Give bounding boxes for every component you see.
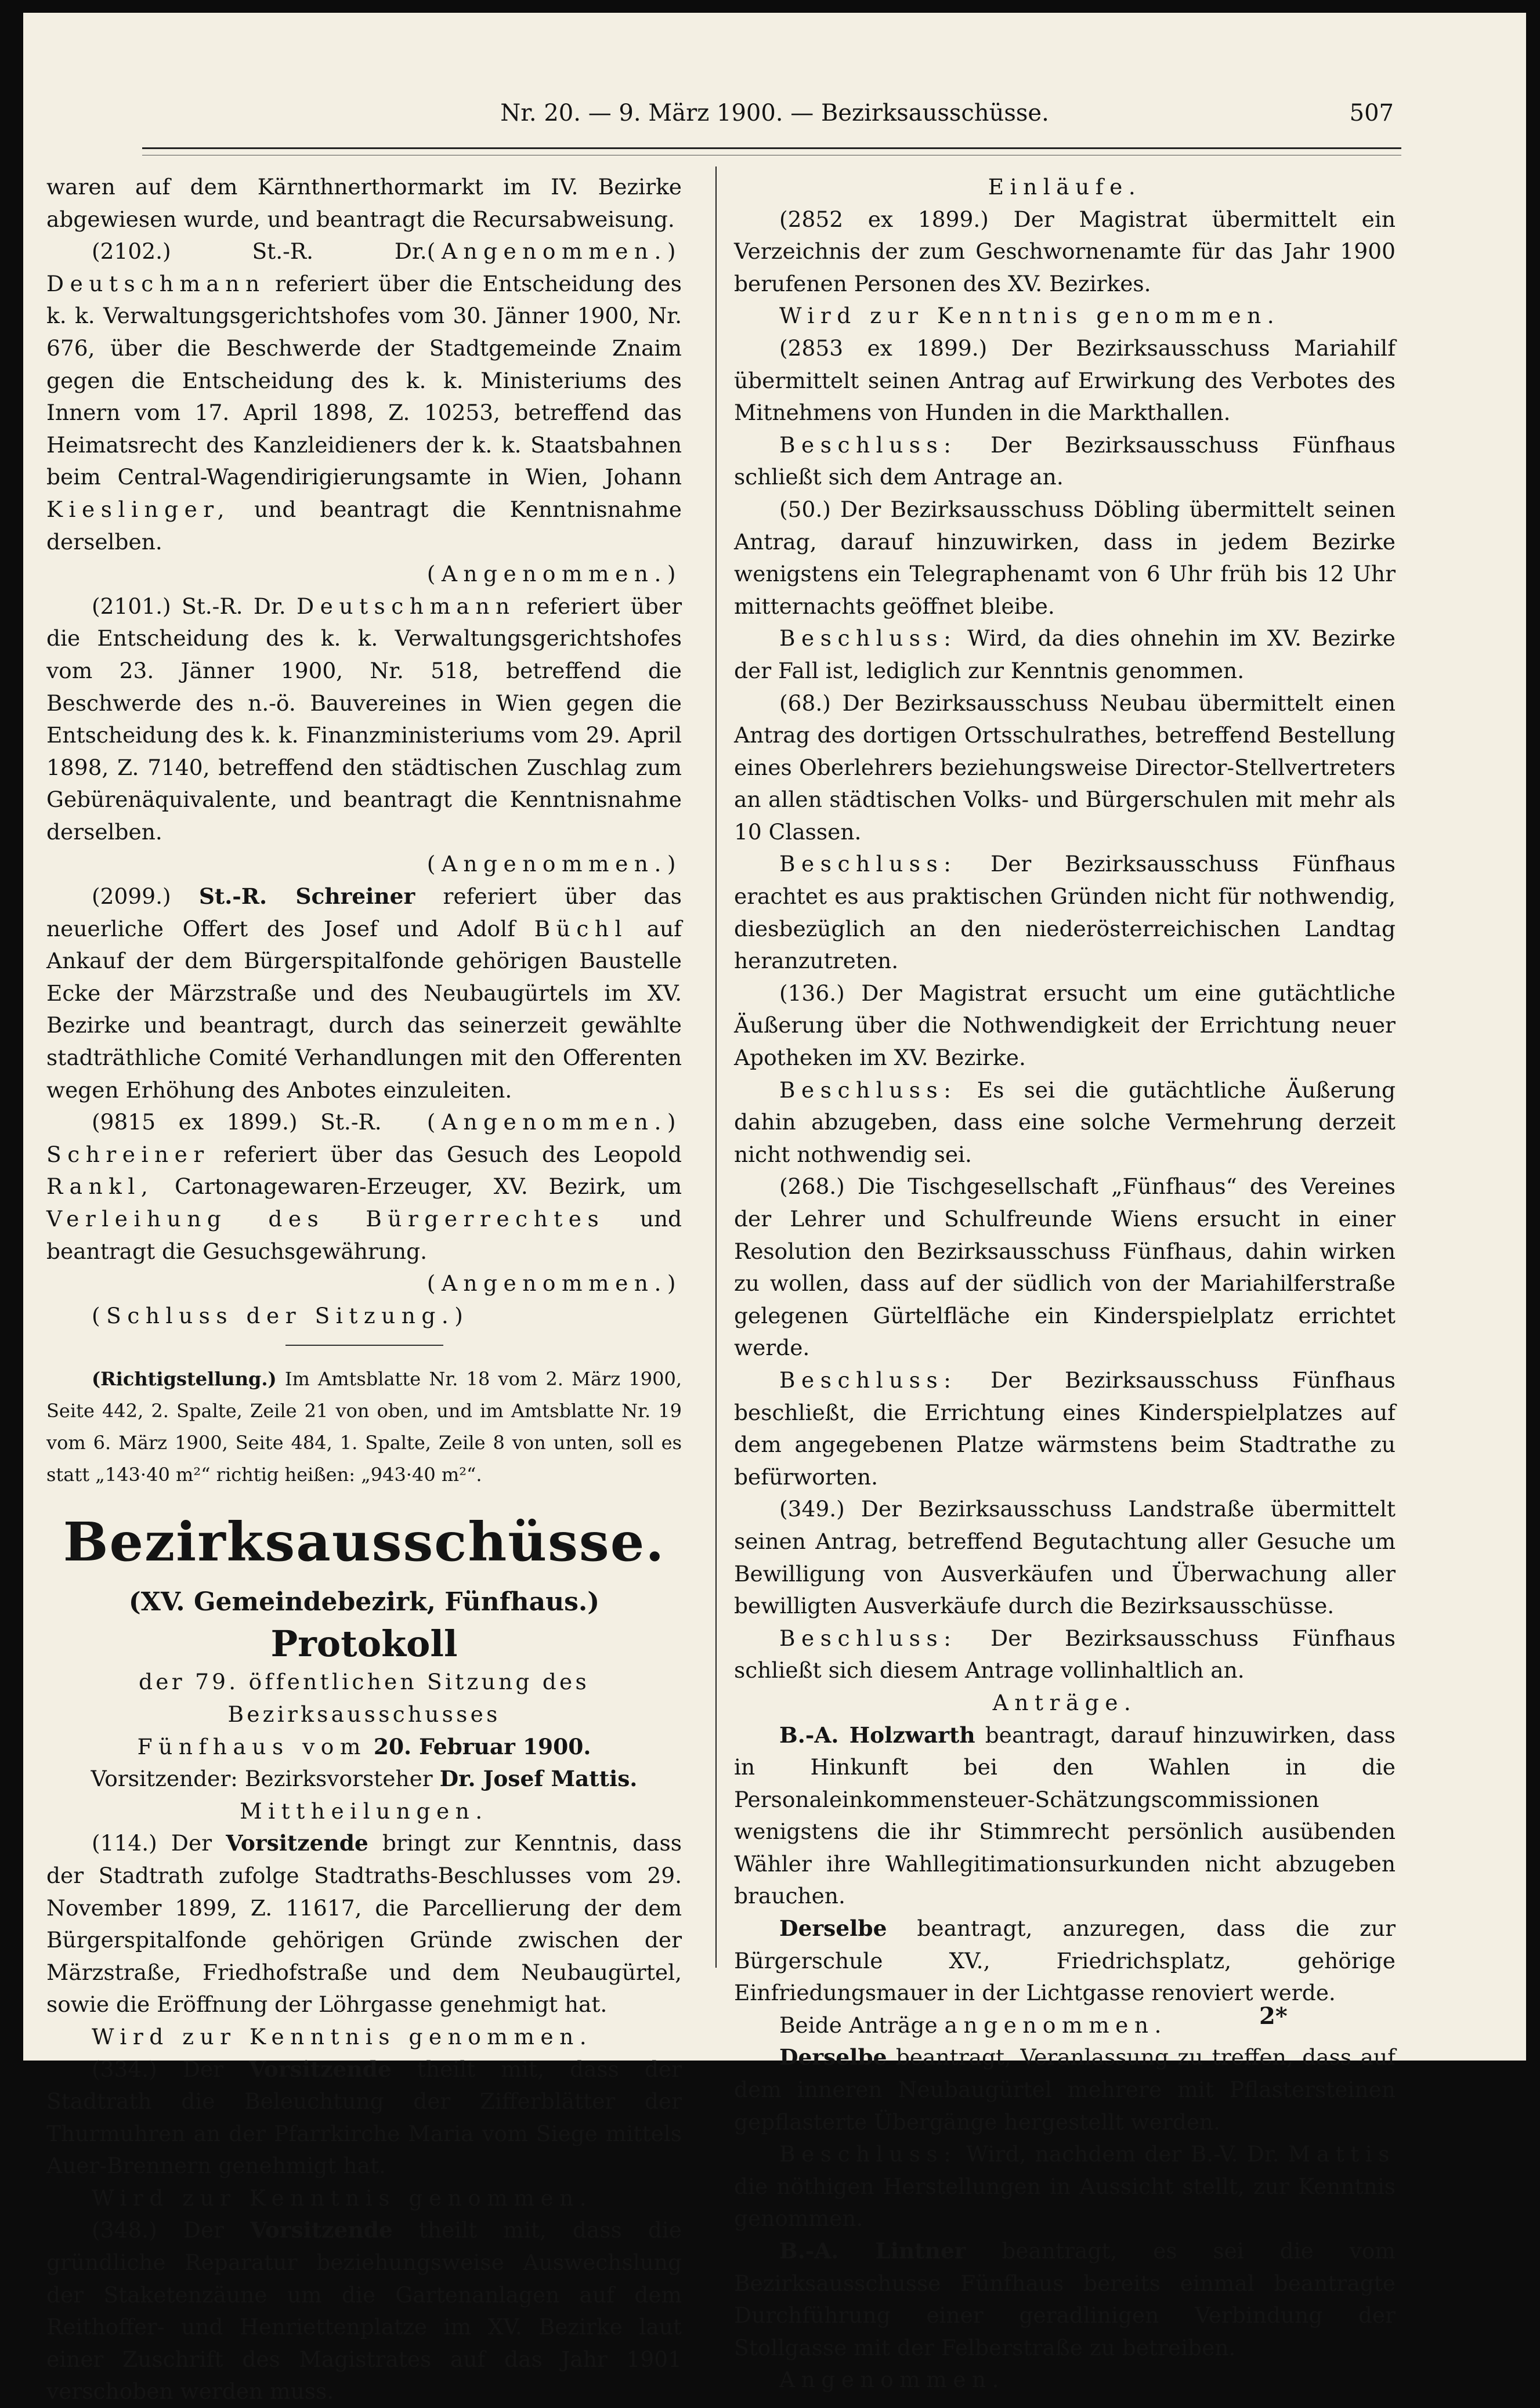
resolution: Beschluss: Der Bezirksausschuss Fünfhaus erachtet es aus praktischen Gründen nicht für nothwendig, diesbezüglich an den niederösterreichischen Landtag heranzutreten. [734, 851, 1396, 974]
paragraph: (9815 ex 1899.) St.-R. Schreiner referiert über das Gesuch des Leopold Rankl, Cartonagewaren-Erzeuger, XV. Bezirk, um Verleihung des Bürgerrechtes und beantragt die Gesuchsgewährung. [46, 1109, 682, 1264]
protokoll-heading: Protokoll [270, 1623, 458, 1665]
result-text: Beide Anträge angenommen. [779, 2012, 1167, 2038]
paragraph: (2101.) St.-R. Dr. Deutschmann referiert über die Entscheidung des k. k. Verwaltungsgerichtshofes vom 23. Jänner 1900, Nr. 518, betreffend die Beschwerde des n.-ö. Bauvereines in Wien gegen die Entscheidung des k. k. Finanzministeriums vom 29. April 1898, Z. 7140, betreffend den städtischen Zuschlag zum Gebürenäquivalente, und beantragt die Kenntnisnahme derselben. [46, 593, 682, 845]
paragraph: (334.) Der Vorsitzende theilt mit, dass der Stadtrath die Beleuchtung der Zifferblätter der Thurmuhren an der Pfarrkirche Maria vom Siege mittels Auer-Brennern genehmigt hat. [46, 2056, 682, 2179]
motion: B.-A. Lintner beantragt, es sei die vom Bezirksausschusse Fünfhaus bereits einmal beantragte Durchführung einer geradlinigen Verbindung der Stollgasse mit der Felberstraße zu betreiben. [734, 2238, 1396, 2360]
resolution: Beschluss: Der Bezirksausschuss Fünfhaus beschließt, die Errichtung eines Kinderspielplatzes auf dem angegebenen Platze wärmstens beim Stadtrathe zu befürworten. [734, 1367, 1396, 1490]
person-name: B.-A. Lintner [779, 2238, 966, 2264]
result-text: Wird zur Kenntnis genommen. [779, 303, 1281, 329]
page [23, 13, 1526, 2405]
resolution: Beschluss: Wird, da dies ohnehin im XV. Bezirke der Fall ist, lediglich zur Kenntnis genommen. [734, 625, 1396, 683]
section-rule [285, 1345, 443, 1346]
column-divider [715, 166, 717, 1968]
header-title: Nr. 20. — 9. März 1900. — Bezirksausschüsse. [500, 100, 1049, 126]
resolution: Beschluss: Der Bezirksausschuss Fünfhaus schließt sich diesem Antrage vollinhaltlich an. [734, 1625, 1396, 1683]
person-name: Kieslinger, [46, 496, 231, 522]
session-date-line: Fünfhaus vom 20. Februar 1900. [137, 1733, 591, 1759]
signature-mark: 2* [1259, 2003, 1288, 2030]
running-header [23, 100, 1526, 135]
resolution: Beschluss: Es sei die gutächtliche Äußerung dahin abzugeben, dass eine solche Vermehrung derzeit nicht nothwendig sei. [734, 1077, 1396, 1167]
motion: B.-A. Holzwarth beantragt, darauf hinzuwirken, dass in Hinkunft bei den Wahlen in die Personaleinkommensteuer-Schätzungscommissionen wenigstens die ihr Stimmrecht persönlich ausübenden Wähler ihre Wahllegitimationsurkunden nicht abzugeben brauchen. [734, 1722, 1396, 1909]
paragraph: (349.) Der Bezirksausschuss Landstraße übermittelt seinen Antrag, betreffend Begutachtung aller Gesuche um Bewilligung von Ausverkäufen und Überwachung aller bewilligten Ausverkäufe durch die Bezirksausschüsse. [734, 1496, 1396, 1619]
person-name: Schreiner [46, 1141, 210, 1167]
person-name: Mattis [1288, 2141, 1396, 2167]
correction-note: (Richtigstellung.) Im Amtsblatte Nr. 18 vom 2. März 1900, Seite 442, 2. Spalte, Zeile 21 von oben, und im Amtsblatte Nr. 19 vom 6. März 1900, Seite 484, 1. Spalte, Zeile 8 von unten, soll es statt „143·40 m²“ richtig heißen: „943·40 m²“. [46, 1368, 682, 1486]
paragraph: (50.) Der Bezirksausschuss Döbling übermittelt seinen Antrag, darauf hinzuwirken, dass in jedem Bezirke wenigstens ein Telegraphenamt von 6 Uhr früh bis 12 Uhr mitternachts geöffnet bleibe. [734, 496, 1396, 619]
person-name: Büchl [534, 915, 628, 942]
status-text: (Angenommen.) [426, 1109, 682, 1135]
person-name: Deutschmann [297, 593, 516, 619]
section-title: Bezirksausschüsse. [63, 1511, 666, 1574]
status-text: (Angenommen.) [426, 238, 682, 265]
paragraph: (2102.) St.-R. Dr. Deutschmann referiert über die Entscheidung des k. k. Verwaltungsgerichtshofes vom 30. Jänner 1900, Nr. 676, über die Beschwerde der Stadtgemeinde Znaim gegen die Entscheidung des k. k. Ministeriums des Innern vom 17. April 1898, Z. 10253, betreffend das Heimatsrecht des Kanzleidieners der k. k. Staatsbahnen beim Central-Wagendirigierungsamte in Wien, Johann Kieslinger, und beantragt die Kenntnisnahme derselben. [46, 238, 682, 555]
subsection-heading: Einläufe. [988, 174, 1142, 200]
resolution: Beschluss: Wird, nachdem der B.-V. Dr. Mattis die nöthigen Herstellungen in Aussicht stellt, zur Kenntnis genommen. [734, 2141, 1396, 2232]
paragraph: (2852 ex 1899.) Der Magistrat übermittelt ein Verzeichnis der zum Geschwornenamte für das Jahr 1900 berufenen Personen des XV. Bezirkes. [734, 206, 1396, 296]
person-name: Deutschmann [46, 270, 266, 296]
status-text: (Angenommen.) [426, 851, 682, 877]
left-column [46, 171, 682, 2408]
person-name: Dr. Josef Mattis. [439, 1766, 638, 1792]
chair-line: Vorsitzender: Bezirksvorsteher Dr. Josef Mattis. [91, 1766, 638, 1792]
header-rule [142, 147, 1401, 155]
motion: Derselbe beantragt, anzuregen, dass die zur Bürgerschule XV., Friedrichsplatz, gehörige Einfriedungsmauer in der Lichtgasse renoviert werde. [734, 1915, 1396, 2006]
person-name: B.-A. Holzwarth [779, 1722, 975, 1748]
closing-text: (Schluss der Sitzung.) [92, 1302, 469, 1328]
status-text: (Angenommen.) [426, 1270, 682, 1297]
person-name: Rankl, [46, 1174, 154, 1200]
person-name: St.-R. Schreiner [198, 883, 415, 910]
paragraph: (2099.) St.-R. Schreiner referiert über das neuerliche Offert des Josef und Adolf Büchl auf Ankauf der dem Bürgerspitalfonde gehörigen Baustelle Ecke der Märzstraße und des Neubaugürtels im XV. Bezirke und beantragt, durch das seinerzeit gewählte stadträthliche Comité Verhandlungen mit den Offerenten wegen Erhöhung des Anbotes einzuleiten. (Angenommen.) [46, 881, 682, 1106]
result-text: Wird zur Kenntnis genommen. [92, 2185, 593, 2211]
page-number: 507 [1349, 100, 1394, 126]
paragraph: waren auf dem Kärnthnerthormarkt im IV. Bezirke abgewiesen wurde, und beantragt die Recursabweisung. (Angenommen.) [46, 171, 682, 236]
motion: Derselbe beantragt, Veranlassung zu treffen, dass auf dem inneren Neubaugürtel mehrere mit Pflastersteinen gepflasterte Übergänge hergestellt werden. [734, 2044, 1396, 2135]
subsection-heading: Mittheilungen. [240, 1798, 489, 1824]
resolution: Beschluss: Der Bezirksausschuss Fünfhaus schließt sich dem Antrage an. [734, 432, 1396, 490]
result-text: Wird zur Kenntnis genommen. [92, 2023, 593, 2049]
paragraph: (136.) Der Magistrat ersucht um eine gutächtliche Äußerung über die Nothwendigkeit der Errichtung neuer Apotheken im XV. Bezirke. [734, 980, 1396, 1071]
paragraph: (348.) Der Vorsitzende theilt mit, dass die gründliche Reparatur beziehungsweise Auswechslung der Staketenzäune um die Gartenanlagen auf dem Reithoffer- und Henriettenplatze im XV. Bezirke laut einer Zuschrift des Magistrates auf das Jahr 1901 verschoben werden muss. [46, 2217, 682, 2405]
status-text: (Angenommen.) [426, 561, 682, 587]
paragraph: (68.) Der Bezirksausschuss Neubau übermittelt einen Antrag des dortigen Ortsschulrathes, betreffend Bestellung eines Oberlehrers beziehungsweise Director-Stellvertreters an allen städtischen Volks- und Bürgerschulen mit mehr als 10 Classen. [734, 690, 1396, 845]
session-line: der 79. öffentlichen Sitzung des Bezirksausschusses [139, 1669, 590, 1727]
paragraph: (114.) Der Vorsitzende bringt zur Kenntnis, dass der Stadtrath zufolge Stadtraths-Beschlusses vom 29. November 1899, Z. 11617, die Parcellierung der dem Bürgerspitalfonde gehörigen Gründe zwischen der Märzstraße, Friedhofstraße und dem Neubaugürtel, sowie die Eröffnung der Löhrgasse genehmigt hat. [46, 1830, 682, 2018]
result-text: Angenommen. [779, 2367, 1006, 2393]
district-heading: (XV. Gemeindebezirk, Fünfhaus.) [128, 1587, 600, 1617]
paragraph: (268.) Die Tischgesellschaft „Fünfhaus“ des Vereines der Lehrer und Schulfreunde Wiens ersucht in einer Resolution den Bezirksausschuss Fünfhaus, dahin wirken zu wollen, dass auf der südlich von der Mariahilferstraße gelegenen Gürtelfläche ein Kinderspielplatz errichtet werde. [734, 1174, 1396, 1361]
subsection-heading: Anträge. [992, 1689, 1137, 1715]
right-column [734, 171, 1396, 2396]
paragraph: (2853 ex 1899.) Der Bezirksausschuss Mariahilf übermittelt seinen Antrag auf Erwirkung des Verbotes des Mitnehmens von Hunden in die Markthallen. [734, 335, 1396, 426]
